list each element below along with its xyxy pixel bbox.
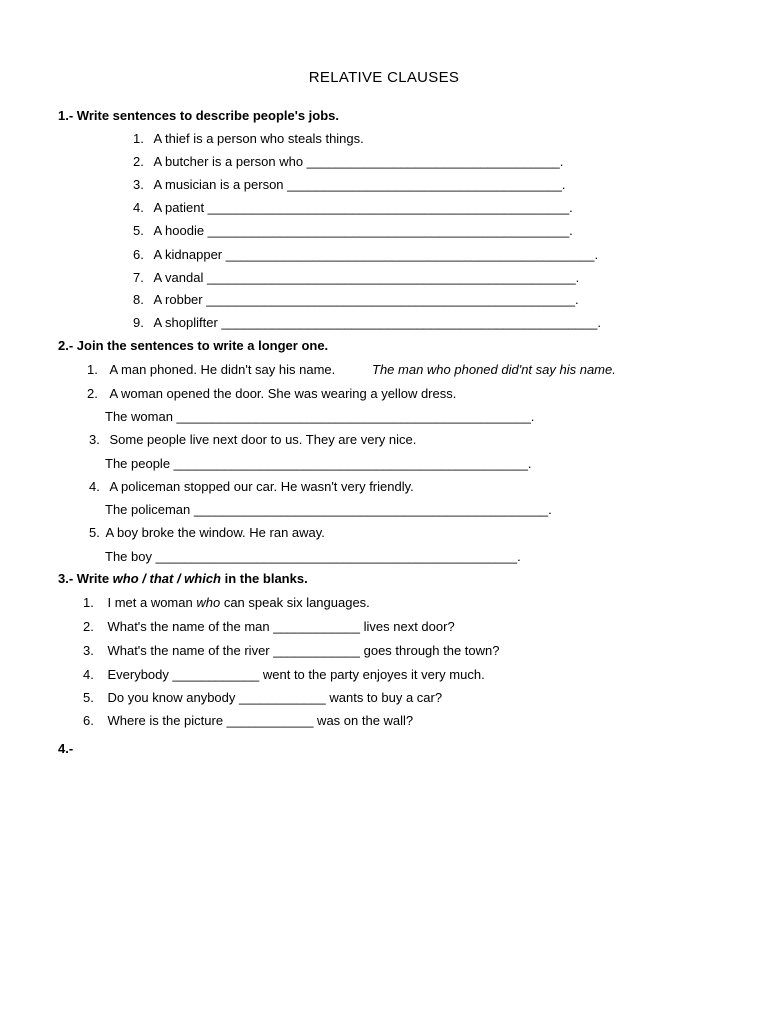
s1-item-text: A kidnapper ___________________________________________________. [153, 247, 599, 262]
s3-item-6 [83, 713, 413, 729]
s3-item-number: 5. [83, 690, 94, 705]
s1-item-6 [133, 247, 598, 263]
s2-item-2 [87, 386, 456, 402]
s1-item-2 [133, 154, 563, 170]
page-title: RELATIVE CLAUSES [308, 69, 460, 86]
s2-answer-line: The people _________________________________________________. [105, 456, 532, 471]
s1-item-text: A vandal ___________________________________________________. [153, 270, 580, 285]
s1-item-number: 1. [133, 131, 144, 146]
s1-item-number: 5. [133, 223, 144, 238]
s2-item-3 [89, 432, 416, 448]
s3-heading-prefix: 3.- Write [58, 571, 113, 586]
s1-item-number: 7. [133, 270, 144, 285]
s1-item-7 [133, 270, 579, 286]
s1-item-text: A patient __________________________________________________. [153, 200, 573, 215]
s2-answer-line: The boy __________________________________________________. [105, 549, 521, 564]
section-2-heading: 2.- Join the sentences to write a longer one. [58, 338, 329, 353]
s1-item-number: 3. [133, 177, 144, 192]
s2-item-number: 5. [89, 525, 100, 540]
section-3-heading [58, 571, 308, 587]
s2-answer-line: The policeman _________________________________________________. [105, 502, 552, 517]
s3-item-4 [83, 667, 485, 683]
s3-item-number: 6. [83, 713, 94, 728]
s2-item-text: Some people live next door to us. They are very nice. [109, 432, 417, 447]
s1-item-text: A shoplifter ____________________________________________________. [153, 315, 601, 330]
s2-item-text: A boy broke the window. He ran away. [105, 525, 325, 540]
s2-item-text: A woman opened the door. She was wearing a yellow dress. [109, 386, 457, 401]
s2-answer-line: The woman _________________________________________________. [105, 409, 535, 424]
s2-item-number: 1. [87, 362, 98, 377]
section-4-heading: 4.- [58, 741, 74, 756]
s3-item-example-word: who [196, 595, 221, 610]
s1-item-8 [133, 292, 579, 308]
s3-item-number: 3. [83, 643, 94, 658]
s1-item-text: A butcher is a person who ___________________________________. [153, 154, 564, 169]
section-1-heading: 1.- Write sentences to describe people's jobs. [58, 108, 339, 123]
s3-item-number: 2. [83, 619, 94, 634]
s1-item-number: 9. [133, 315, 144, 330]
s2-item-text: A man phoned. He didn't say his name. [109, 362, 336, 377]
s3-item-text: What's the name of the river ____________ goes through the town? [107, 643, 500, 658]
s1-item-5 [133, 223, 573, 239]
s2-item-5 [89, 525, 325, 541]
s1-item-text: A thief is a person who steals things. [153, 131, 364, 146]
s1-item-text: A hoodie __________________________________________________. [153, 223, 573, 238]
s3-item-text: Where is the picture ____________ was on the wall? [107, 713, 414, 728]
s2-item-text: A policeman stopped our car. He wasn't very friendly. [109, 479, 414, 494]
s2-example-answer: The man who phoned did'nt say his name. [372, 362, 616, 377]
s1-item-number: 6. [133, 247, 144, 262]
s1-item-number: 8. [133, 292, 144, 307]
s3-heading-suffix: in the blanks. [221, 571, 308, 586]
s1-item-3 [133, 177, 566, 193]
s3-item-3 [83, 643, 500, 659]
s1-item-text: A musician is a person ______________________________________. [153, 177, 566, 192]
s3-item-5 [83, 690, 442, 706]
s2-item-4 [89, 479, 414, 495]
s3-item-2 [83, 619, 455, 635]
s3-item-number: 1. [83, 595, 94, 610]
s3-heading-words: who / that / which [112, 571, 222, 586]
s3-item-1 [83, 595, 370, 611]
s1-item-number: 4. [133, 200, 144, 215]
s3-item-after: can speak six languages. [220, 595, 370, 610]
s1-item-number: 2. [133, 154, 144, 169]
s3-item-before: I met a woman [107, 595, 197, 610]
s3-item-text: Everybody ____________ went to the party enjoyes it very much. [107, 667, 485, 682]
s2-item-number: 4. [89, 479, 100, 494]
s1-item-text: A robber ___________________________________________________. [153, 292, 579, 307]
s2-item-1 [87, 362, 335, 378]
s1-item-4 [133, 200, 573, 216]
s1-item-1 [133, 131, 364, 147]
s3-item-text: What's the name of the man ____________ lives next door? [107, 619, 455, 634]
s3-item-text: Do you know anybody ____________ wants to buy a car? [107, 690, 443, 705]
s1-item-9 [133, 315, 601, 331]
s2-item-number: 3. [89, 432, 100, 447]
s3-item-number: 4. [83, 667, 94, 682]
s2-item-number: 2. [87, 386, 98, 401]
